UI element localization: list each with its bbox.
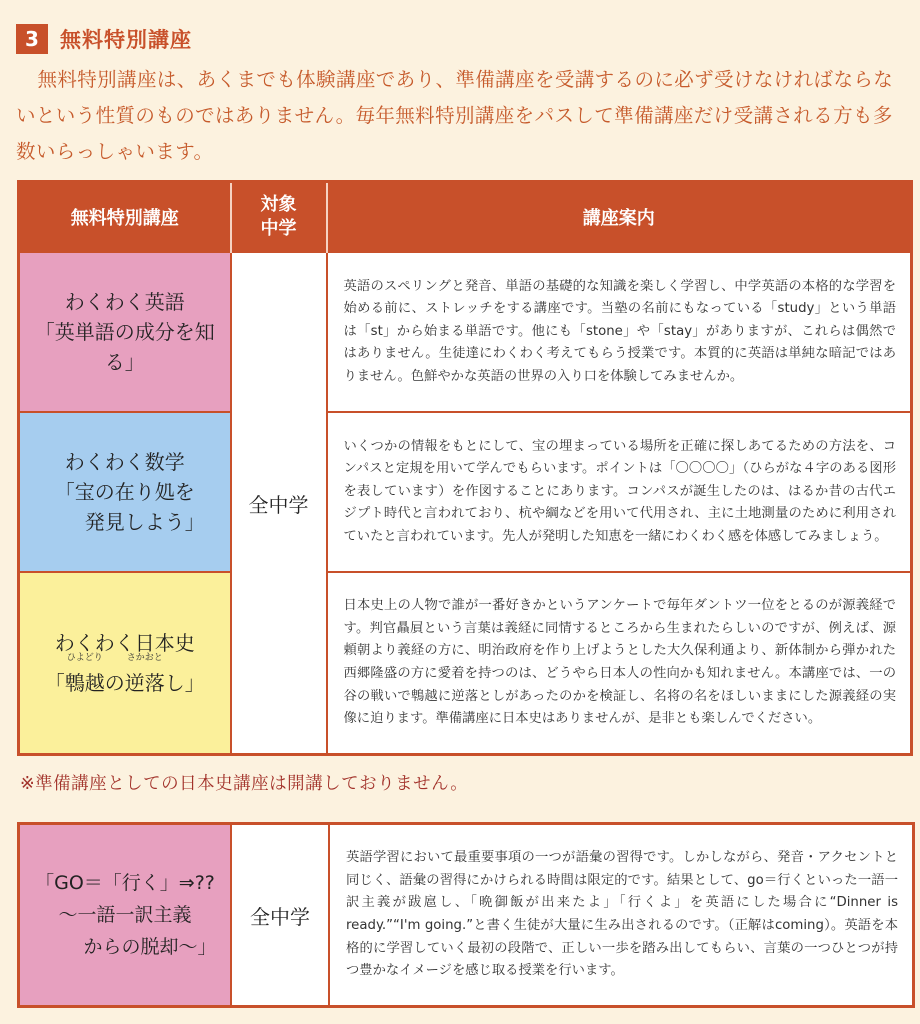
target-cell: 全中学 [231,824,329,1007]
intro-paragraph: 無料特別講座は、あくまでも体験講座であり、準備講座を受講するのに必ず受けなければならないという性質のものではありません。毎年無料特別講座をパスして準備講座だけ受講される方も多数いらっしゃいます。 [16,68,894,163]
section-title: 無料特別講座 [60,28,192,52]
course-subtitle-cont: 発見しよう」 [84,510,205,534]
course-description-history: 日本史上の人物で誰が一番好きかというアンケートで毎年ダントツ一位をとるのが源義経です。判官贔屓という言葉は義経に同情するところから生まれたらしいのですが、例えば、源頼朝より義経の方に、明治政府を作り上げようとした大久保利通より、新体制から弾かれた西郷隆盛の方に愛着を持つのは、どうやら日本人の性向かも知れません。本講座では、一の谷の戦いで鵯越に逆落としがあったのかを検証し、名将の名をほしいままにした源義経の実像に迫ります。準備講座に日本史はありませんが、是非とも楽しんでください。 [327,572,912,755]
table-row-go [19,824,914,1007]
course-title: わくわく日本史 [54,631,195,655]
header-target-line1: 対象 [260,194,297,215]
course-description-english: 英語のスペリングと発音、単語の基礎的な知識を楽しく学習し、中学英語の本格的な学習を始める前に、ストレッチをする講座です。当塾の名前にもなっている「study」という単語は「st」から始まる単語です。他にも「stone」や「stay」がありますが、これらは偶然ではありません。生徒達にわくわく考えてもらう授業です。本質的に英語は単純な暗記ではありません。色鮮やかな英語の世界の入り口を体験してみませんか。 [327,252,912,412]
course-title: 「GO＝「行く」⇒?? [35,872,215,894]
header-info: 講座案内 [327,182,912,253]
ruby-sakaoto: さかおと 逆落 [124,653,165,695]
section-number-badge: 3 [16,24,48,54]
course-description-go: 英語学習において最重要事項の一つが語彙の習得です。しかしながら、発音・アクセントと同じく、語彙の習得にかけられる時間は限定的です。結果として、go＝行くといった一語一訳主義が跋扈し、「晩御飯が出来たよ」「行くよ」を英語にした場合に“Dinner is ready.”“I'm going.”と書く生徒が大量に生み出されるのです。（正解はcoming）。英語を本格的に学習していく最初の段階で、正しい一歩を踏み出してもらい、言葉の一つひとつが持つ豊かなイメージを感じ取る授業を行います。 [329,824,914,1007]
header-target [231,182,327,253]
course-subtitle: 「 ひよどり 鵯越の さかおと 逆落し」 [45,668,205,698]
course-subtitle: 「宝の在り処を [54,480,195,504]
course-name-history [19,572,231,755]
table-row-history [19,572,912,755]
course-name-math [19,412,231,572]
ruby-hiyodori: ひよどり 鵯越 [64,653,105,695]
course-subtitle: 〜一語一訳主義 [58,904,192,926]
table-header-row [19,182,912,253]
target-all-cell: 全中学 [231,252,327,755]
section-header [16,24,192,54]
second-course-table [17,822,915,1008]
header-target-line2: 中学 [260,218,297,239]
header-course: 無料特別講座 [19,182,231,253]
course-title: わくわく英語 [64,290,185,314]
course-name-english [19,252,231,412]
courses-table [17,180,913,756]
table-row-math [19,412,912,572]
course-name-go [19,824,232,1007]
course-title: わくわく数学 [64,450,185,474]
course-subtitle-cont: からの脱却〜」 [83,936,217,958]
note-text: ※準備講座としての日本史講座は開講しておりません。 [20,774,469,794]
table-row-english [19,252,912,412]
course-description-math: いくつかの情報をもとにして、宝の埋まっている場所を正確に探しあてるための方法を、コンパスと定規を用いて学んでもらいます。ポイントは「〇〇〇〇」（ひらがな４字のある図形を表しています）を作図することにあります。コンパスが誕生したのは、はるか昔の古代エジプト時代と言われており、杭や綱などを用いて代用され、主に土地測量のために利用されていたと言われています。先人が発明した知恵を一緒にわくわく感を体感してみましょう。 [327,412,912,572]
course-subtitle: 「英単語の成分を知る」 [34,320,215,374]
